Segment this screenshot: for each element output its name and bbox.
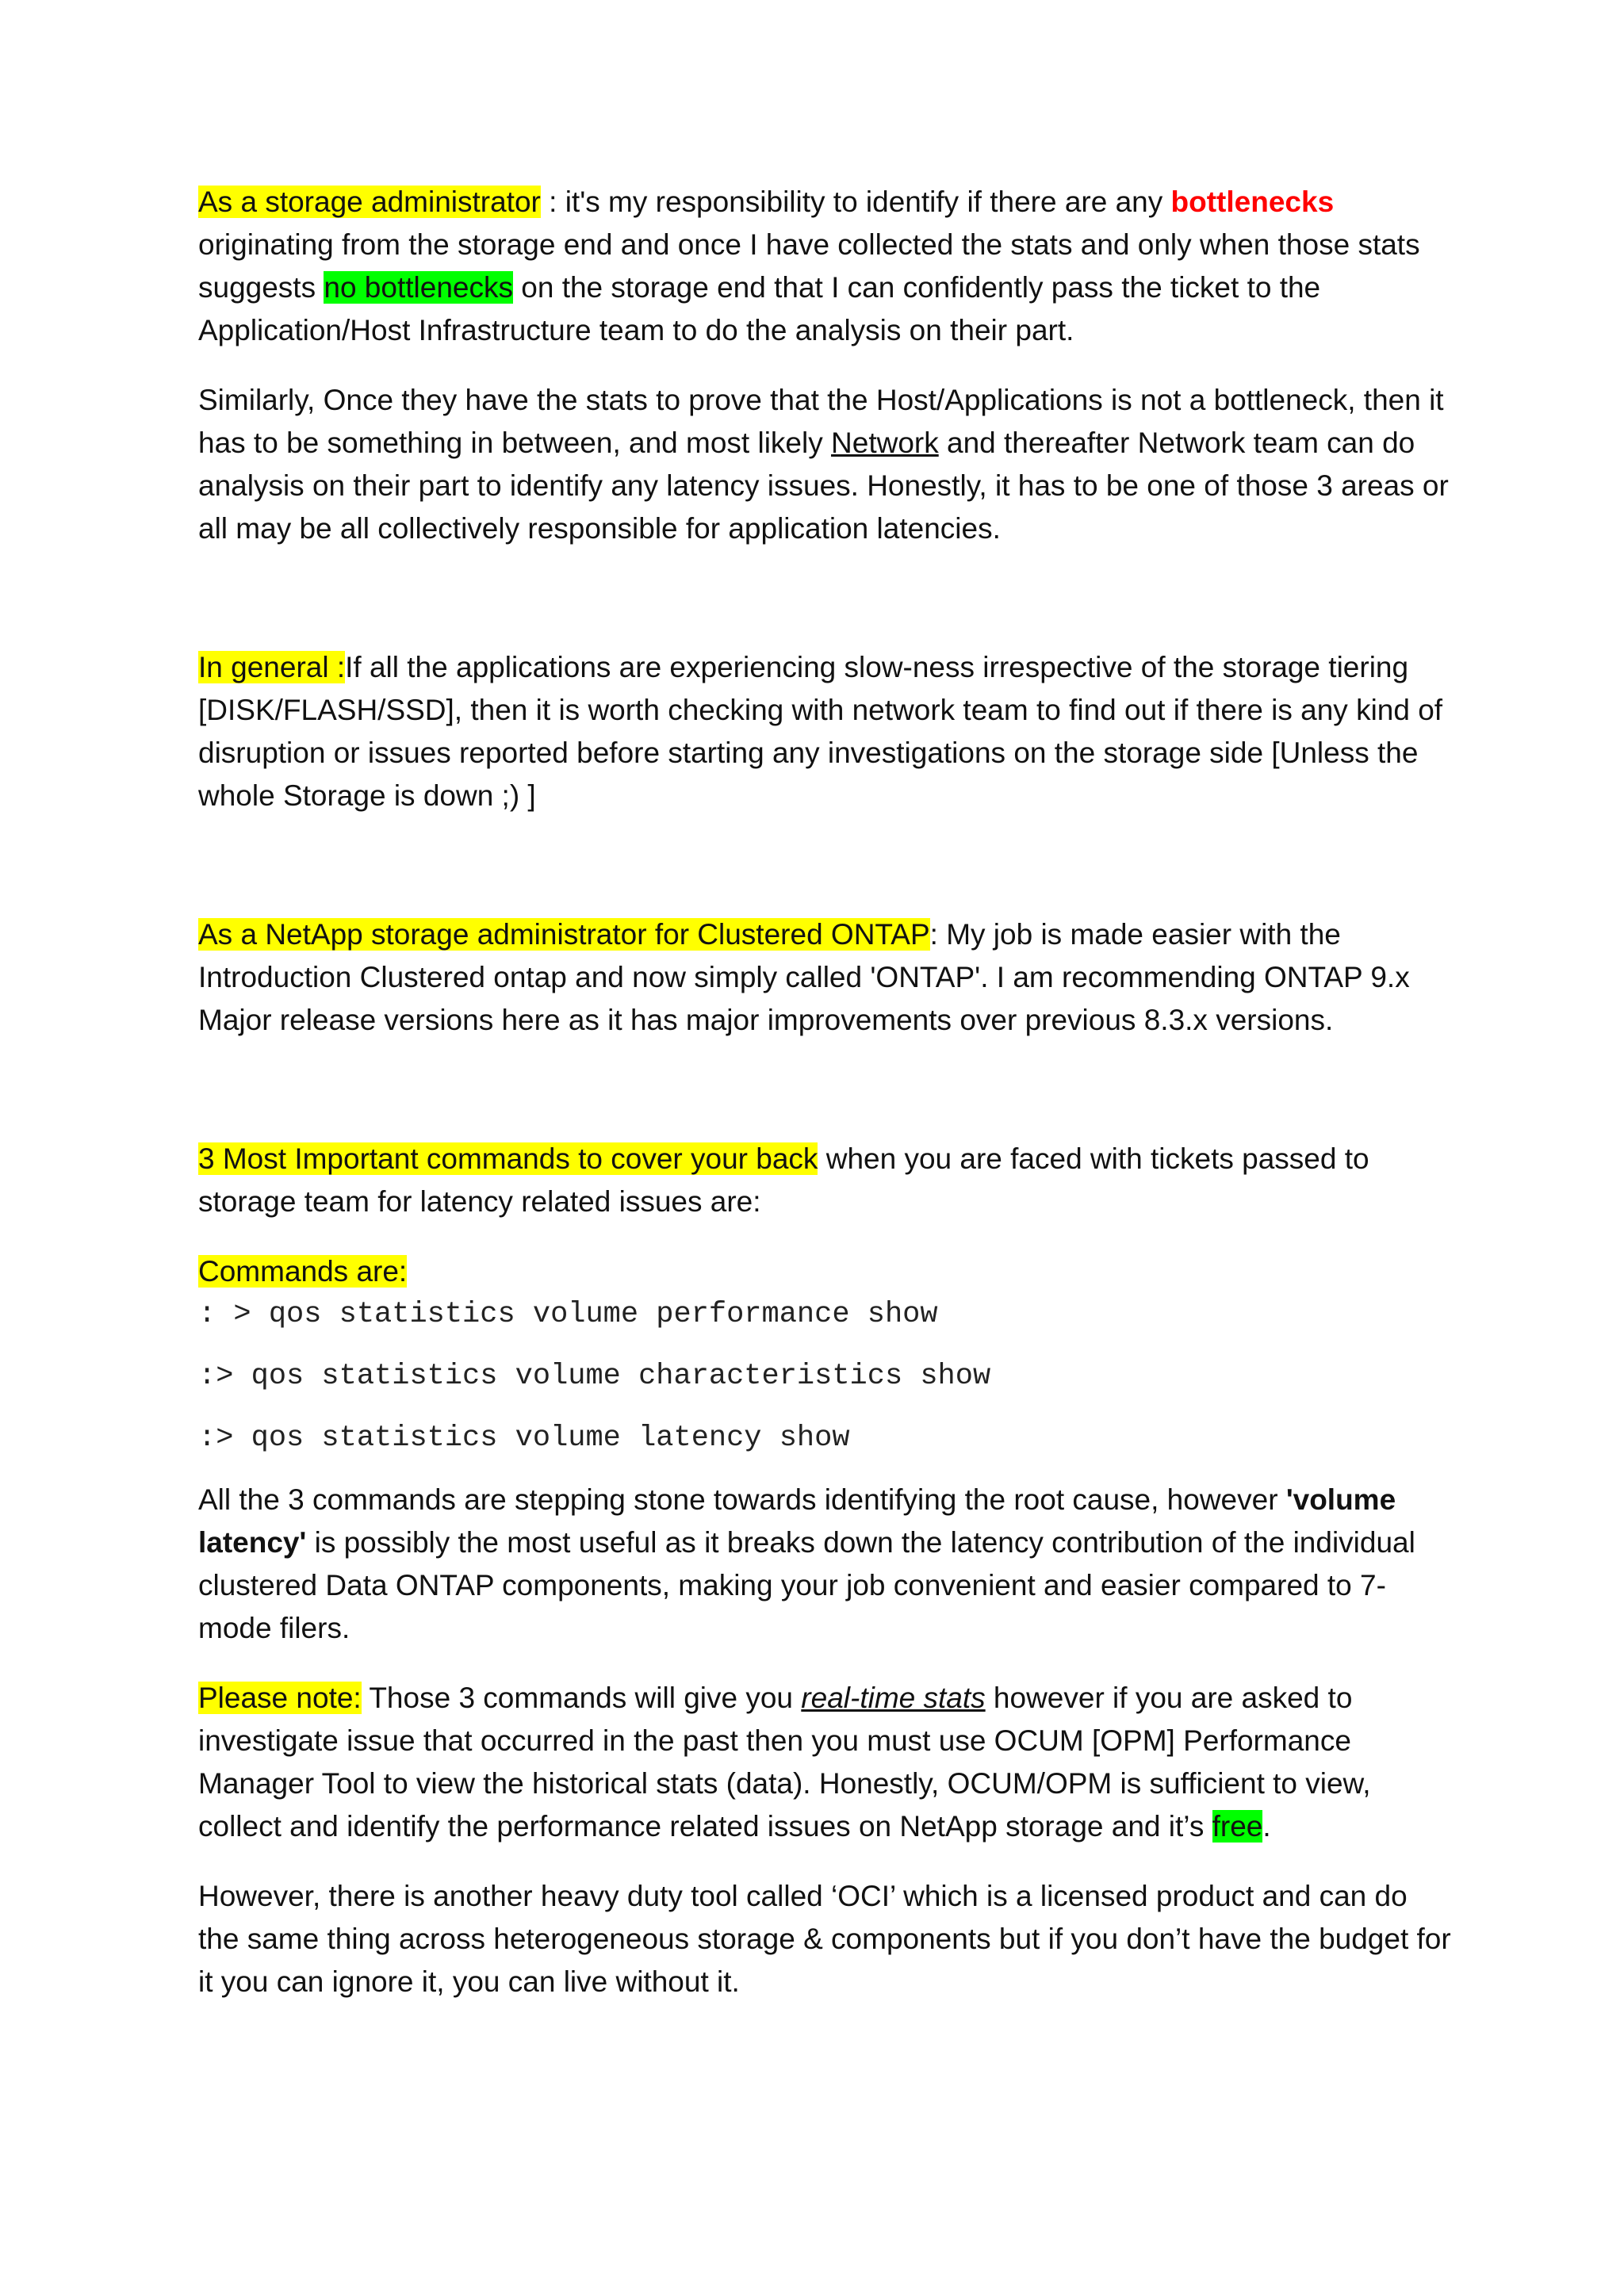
command-line-characteristics: :> qos statistics volume characteristics show [198, 1360, 991, 1393]
commands-heading [198, 1250, 1451, 1293]
network-underlined: Network [831, 427, 939, 459]
text: . [1262, 1810, 1271, 1843]
text: however if you are asked to investigate issue that occurred in the past then you must use OCUM [OPM] Performance Manager Tool to view the historical stats (data). Honestly, OCUM/OPM is sufficient to view, collect and identify the performance related issues on NetApp storage and it’s [198, 1682, 1371, 1843]
paragraph-storage-admin [198, 181, 1451, 352]
command-line-performance: : > qos statistics volume performance show [198, 1298, 938, 1331]
highlight-netapp-admin: As a NetApp storage administrator for Clustered ONTAP [198, 918, 930, 951]
paragraph-important-commands [198, 1138, 1451, 1223]
highlight-no-bottlenecks: no bottlenecks [324, 271, 513, 304]
text: However, there is another heavy duty tool called ‘OCI’ which is a licensed product and can do the same thing across heterogeneous storage & components but if you don’t have the budget for it you can ignore it, you can live without it. [198, 1880, 1451, 1998]
text: If all the applications are experiencing slow-ness irrespective of the storage tiering [DISK/FLASH/SSD], then it is worth checking with network team to find out if there is any kind of disruption or issues reported before starting any investigations on the storage side [Unless the whole Storage is down ;) ] [198, 651, 1443, 812]
volume-latency-bold: 'volume latency' [198, 1483, 1396, 1559]
highlight-storage-admin: As a storage administrator [198, 186, 541, 218]
paragraph-all-commands [198, 1479, 1451, 1650]
highlight-please-note: Please note: [198, 1682, 362, 1714]
paragraph-oci [198, 1875, 1451, 2003]
text: when you are faced with tickets passed to storage team for latency related issues are: [198, 1142, 1369, 1218]
document-page [198, 181, 1451, 2003]
highlight-commands-are: Commands are: [198, 1255, 408, 1288]
command-line-latency: :> qos statistics volume latency show [198, 1422, 850, 1455]
text: and thereafter Network team can do analysis on their part to identify any latency issues. Honestly, it has to be one of those 3 areas or all may be all collectively responsible for application latencies. [198, 427, 1449, 545]
paragraph-please-note [198, 1677, 1451, 1848]
paragraph-in-general [198, 646, 1451, 817]
real-time-stats-emphasis: real-time stats [801, 1682, 986, 1714]
text: Those 3 commands will give you [361, 1682, 802, 1714]
highlight-important-commands: 3 Most Important commands to cover your back [198, 1142, 818, 1175]
text: on the storage end that I can confidently pass the ticket to the Application/Host Infrastructure team to do the analysis on their part. [198, 271, 1321, 346]
paragraph-similarly [198, 379, 1451, 550]
text: is possibly the most useful as it breaks down the latency contribution of the individual clustered Data ONTAP components, making your job convenient and easier compared to 7-mode filers. [198, 1526, 1415, 1644]
text: : it's my responsibility to identify if there are any [540, 186, 1171, 218]
text: originating from the storage end and once I have collected the stats and only when those stats suggests [198, 228, 1420, 304]
highlight-free: free [1212, 1810, 1263, 1843]
text: Similarly, Once they have the stats to prove that the Host/Applications is not a bottleneck, then it has to be something in between, and most likely [198, 384, 1444, 459]
highlight-in-general: In general : [198, 651, 346, 683]
text: All the 3 commands are stepping stone towards identifying the root cause, however [198, 1483, 1286, 1516]
bottlenecks-emphasis: bottlenecks [1170, 186, 1335, 218]
text: : My job is made easier with the Introduction Clustered ontap and now simply called 'ONTAP'. I am recommending ONTAP 9.x Major release versions here as it has major improvements over previous 8.3.x versions. [198, 918, 1410, 1036]
paragraph-netapp-admin [198, 913, 1451, 1042]
